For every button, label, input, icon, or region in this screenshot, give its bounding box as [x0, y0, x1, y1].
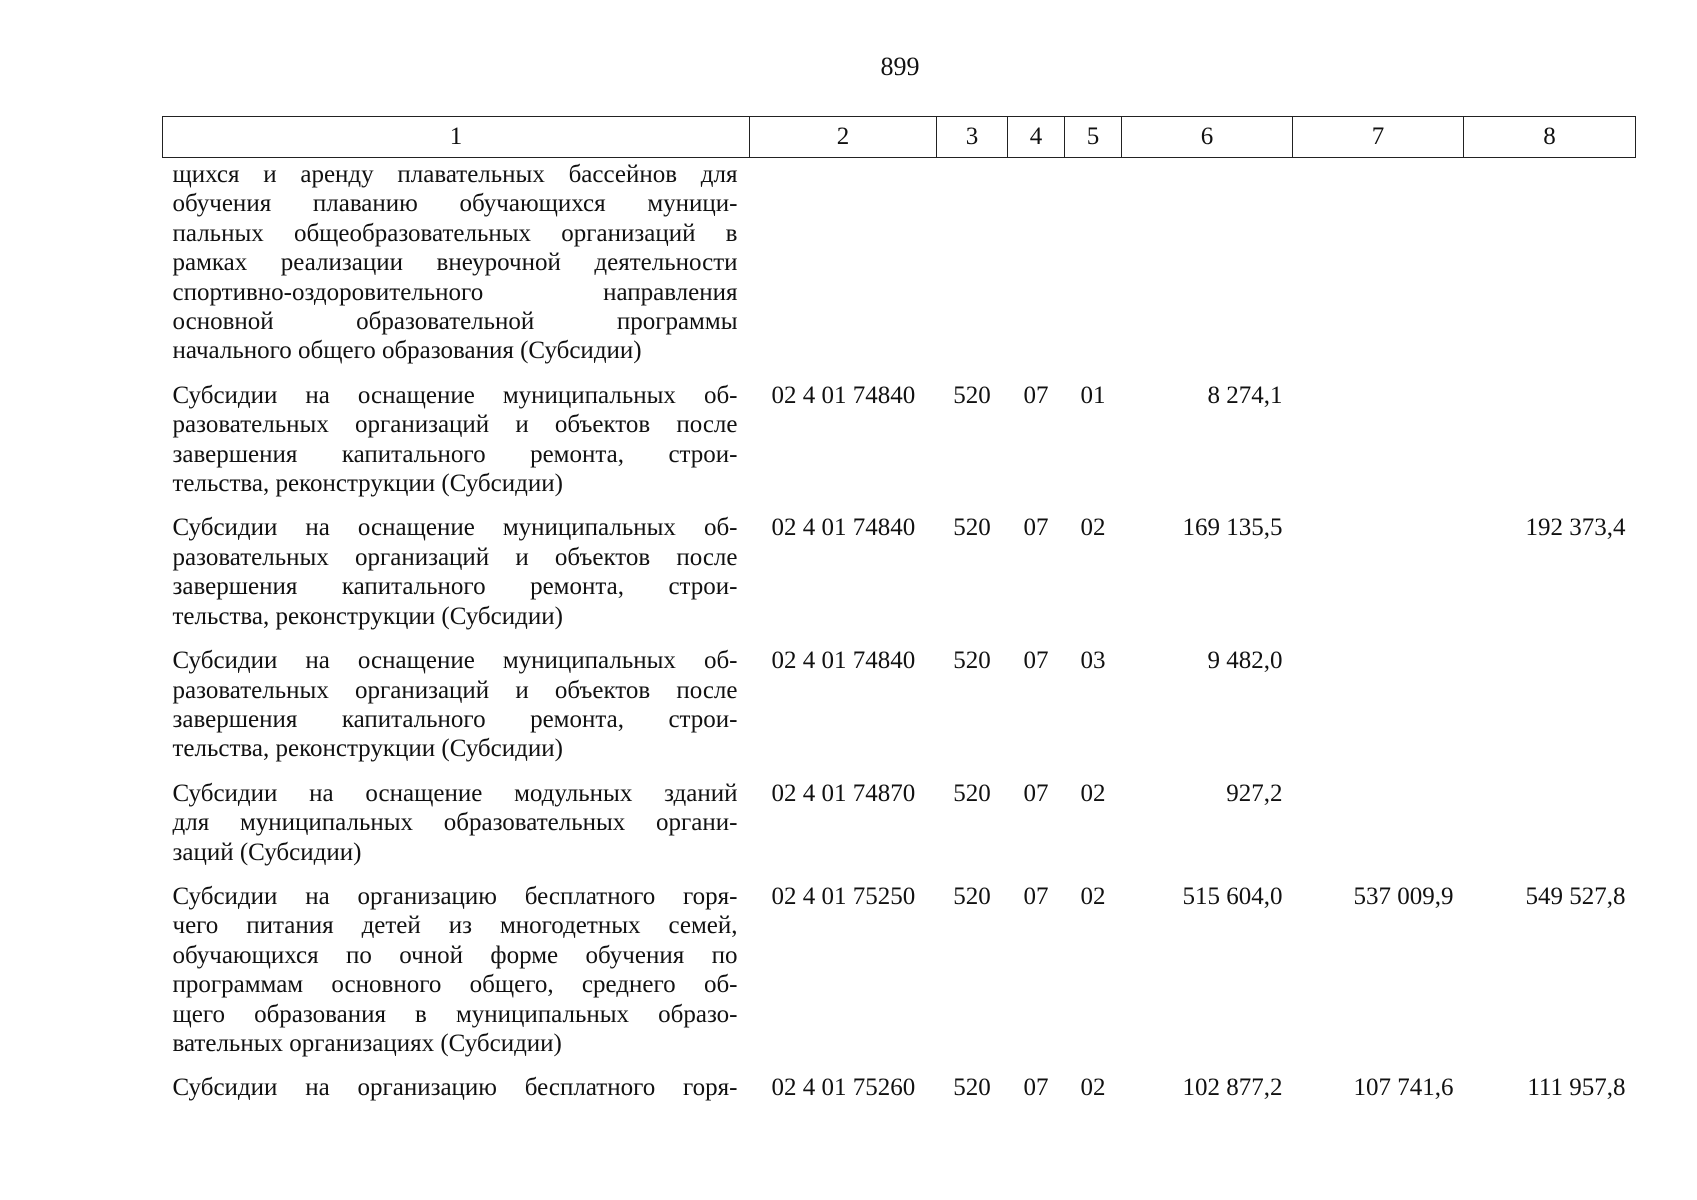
- page-number: 899: [880, 52, 920, 81]
- description-line: Субсидии на оснащение модульных зданий: [172, 779, 738, 807]
- table-row: [163, 158, 1636, 377]
- description-line: пальных общеобразовательных организаций в: [172, 219, 738, 247]
- header-cell-6: 6: [1122, 117, 1293, 158]
- expense-type-code-cell: 520: [953, 1074, 991, 1102]
- expense-type-code-cell: 520: [953, 779, 991, 807]
- amount-year-1-cell: 8 274,1: [1207, 381, 1283, 409]
- amount-year-3-cell: 111 957,8: [1527, 1074, 1626, 1102]
- budget-classification-code-cell: 02 4 01 74840: [771, 514, 916, 542]
- budget-classification-code-cell: 02 4 01 75250: [771, 882, 916, 910]
- section-code-cell: 07: [1023, 514, 1049, 542]
- description-line: вательных организациях (Субсидии): [172, 1029, 562, 1057]
- description-line: Субсидии на организацию бесплатного горя-: [172, 1074, 738, 1102]
- expense-type-code-cell: 520: [953, 514, 991, 542]
- amount-year-2-cell: [1293, 509, 1464, 642]
- subsection-code-cell: 02: [1080, 514, 1106, 542]
- description-line: обучения плаванию обучающихся муници-: [172, 190, 738, 218]
- description-line: заций (Субсидии): [172, 838, 362, 866]
- section-code-cell: 07: [1023, 381, 1049, 409]
- description-line: Субсидии на оснащение муниципальных об-: [172, 381, 738, 409]
- description-line: обучающихся по очной форме обучения по: [172, 941, 738, 969]
- amount-year-1-cell: 169 135,5: [1182, 514, 1283, 542]
- expense-type-code-cell: 520: [953, 647, 991, 675]
- table-row: [163, 1069, 1636, 1113]
- description-cell: [163, 775, 750, 878]
- subsection-code-cell: 03: [1080, 647, 1106, 675]
- subsection-code-cell: 02: [1080, 882, 1106, 910]
- description-line: спортивно-оздоровительного направления: [172, 278, 738, 306]
- amount-year-2-cell: 107 741,6: [1353, 1074, 1454, 1102]
- description-line: для муниципальных образовательных органи-: [172, 809, 738, 837]
- table-row: [163, 509, 1636, 642]
- description-cell: [163, 642, 750, 775]
- expense-type-code-cell: 520: [953, 882, 991, 910]
- description-cell: [163, 1069, 750, 1113]
- expense-type-code-cell: [937, 158, 1008, 377]
- description-line: щихся и аренду плавательных бассейнов для: [172, 161, 738, 188]
- amount-year-3-cell: 549 527,8: [1525, 882, 1626, 910]
- description-line: разовательных организаций и объектов после: [172, 676, 738, 704]
- description-line: завершения капитального ремонта, строи-: [172, 440, 738, 468]
- budget-classification-code-cell: [750, 158, 937, 377]
- description-line: Субсидии на оснащение муниципальных об-: [172, 514, 738, 542]
- description-line: основной образовательной программы: [172, 308, 738, 336]
- amount-year-2-cell: [1293, 775, 1464, 878]
- description-line: щего образования в муниципальных образо-: [172, 1000, 738, 1028]
- amount-year-3-cell: [1464, 158, 1636, 377]
- section-code-cell: 07: [1023, 882, 1049, 910]
- amount-year-3-cell: [1464, 642, 1636, 775]
- subsection-code-cell: [1065, 158, 1122, 377]
- budget-classification-code-cell: 02 4 01 74870: [771, 779, 916, 807]
- description-line: завершения капитального ремонта, строи-: [172, 705, 738, 733]
- description-line: тельства, реконструкции (Субсидии): [172, 470, 563, 498]
- description-cell: [163, 509, 750, 642]
- description-cell: [163, 377, 750, 510]
- budget-table: [162, 116, 1636, 1114]
- header-row: [163, 117, 1636, 158]
- header-cell-4: 4: [1008, 117, 1065, 158]
- amount-year-1-cell: [1122, 158, 1293, 377]
- amount-year-1-cell: 9 482,0: [1207, 647, 1283, 675]
- description-cell: [163, 158, 750, 377]
- amount-year-2-cell: [1293, 642, 1464, 775]
- amount-year-3-cell: [1464, 775, 1636, 878]
- section-code-cell: 07: [1023, 779, 1049, 807]
- table-row: [163, 775, 1636, 878]
- budget-classification-code-cell: 02 4 01 75260: [771, 1074, 916, 1102]
- amount-year-3-cell: [1464, 377, 1636, 510]
- section-code-cell: [1008, 158, 1065, 377]
- description-line: программам основного общего, среднего об-: [172, 971, 738, 999]
- description-line: завершения капитального ремонта, строи-: [172, 573, 738, 601]
- subsection-code-cell: 02: [1080, 779, 1106, 807]
- description-line: начального общего образования (Субсидии): [172, 337, 642, 365]
- description-line: тельства, реконструкции (Субсидии): [172, 602, 563, 630]
- amount-year-1-cell: 102 877,2: [1182, 1074, 1283, 1102]
- budget-classification-code-cell: 02 4 01 74840: [771, 647, 916, 675]
- header-cell-3: 3: [937, 117, 1008, 158]
- description-line: разовательных организаций и объектов после: [172, 411, 738, 439]
- description-line: Субсидии на организацию бесплатного горя-: [172, 882, 738, 910]
- table-body: [163, 158, 1636, 1114]
- header-cell-2: 2: [750, 117, 937, 158]
- header-cell-1: 1: [163, 117, 750, 158]
- description-line: рамках реализации внеурочной деятельности: [172, 249, 738, 277]
- table-row: [163, 377, 1636, 510]
- subsection-code-cell: 02: [1080, 1074, 1106, 1102]
- description-line: чего питания детей из многодетных семей,: [172, 912, 738, 940]
- description-line: Субсидии на оснащение муниципальных об-: [172, 647, 738, 675]
- header-cell-5: 5: [1065, 117, 1122, 158]
- amount-year-2-cell: [1293, 377, 1464, 510]
- amount-year-1-cell: 515 604,0: [1182, 882, 1283, 910]
- amount-year-2-cell: [1293, 158, 1464, 377]
- expense-type-code-cell: 520: [953, 381, 991, 409]
- section-code-cell: 07: [1023, 647, 1049, 675]
- amount-year-3-cell: 192 373,4: [1525, 514, 1626, 542]
- description-line: разовательных организаций и объектов после: [172, 543, 738, 571]
- amount-year-1-cell: 927,2: [1226, 779, 1283, 807]
- amount-year-2-cell: 537 009,9: [1353, 882, 1454, 910]
- subsection-code-cell: 01: [1080, 381, 1106, 409]
- table-row: [163, 642, 1636, 775]
- description-line: тельства, реконструкции (Субсидии): [172, 735, 563, 763]
- header-cell-8: 8: [1464, 117, 1636, 158]
- budget-classification-code-cell: 02 4 01 74840: [771, 381, 916, 409]
- table-row: [163, 878, 1636, 1069]
- section-code-cell: 07: [1023, 1074, 1049, 1102]
- header-cell-7: 7: [1293, 117, 1464, 158]
- description-cell: [163, 878, 750, 1069]
